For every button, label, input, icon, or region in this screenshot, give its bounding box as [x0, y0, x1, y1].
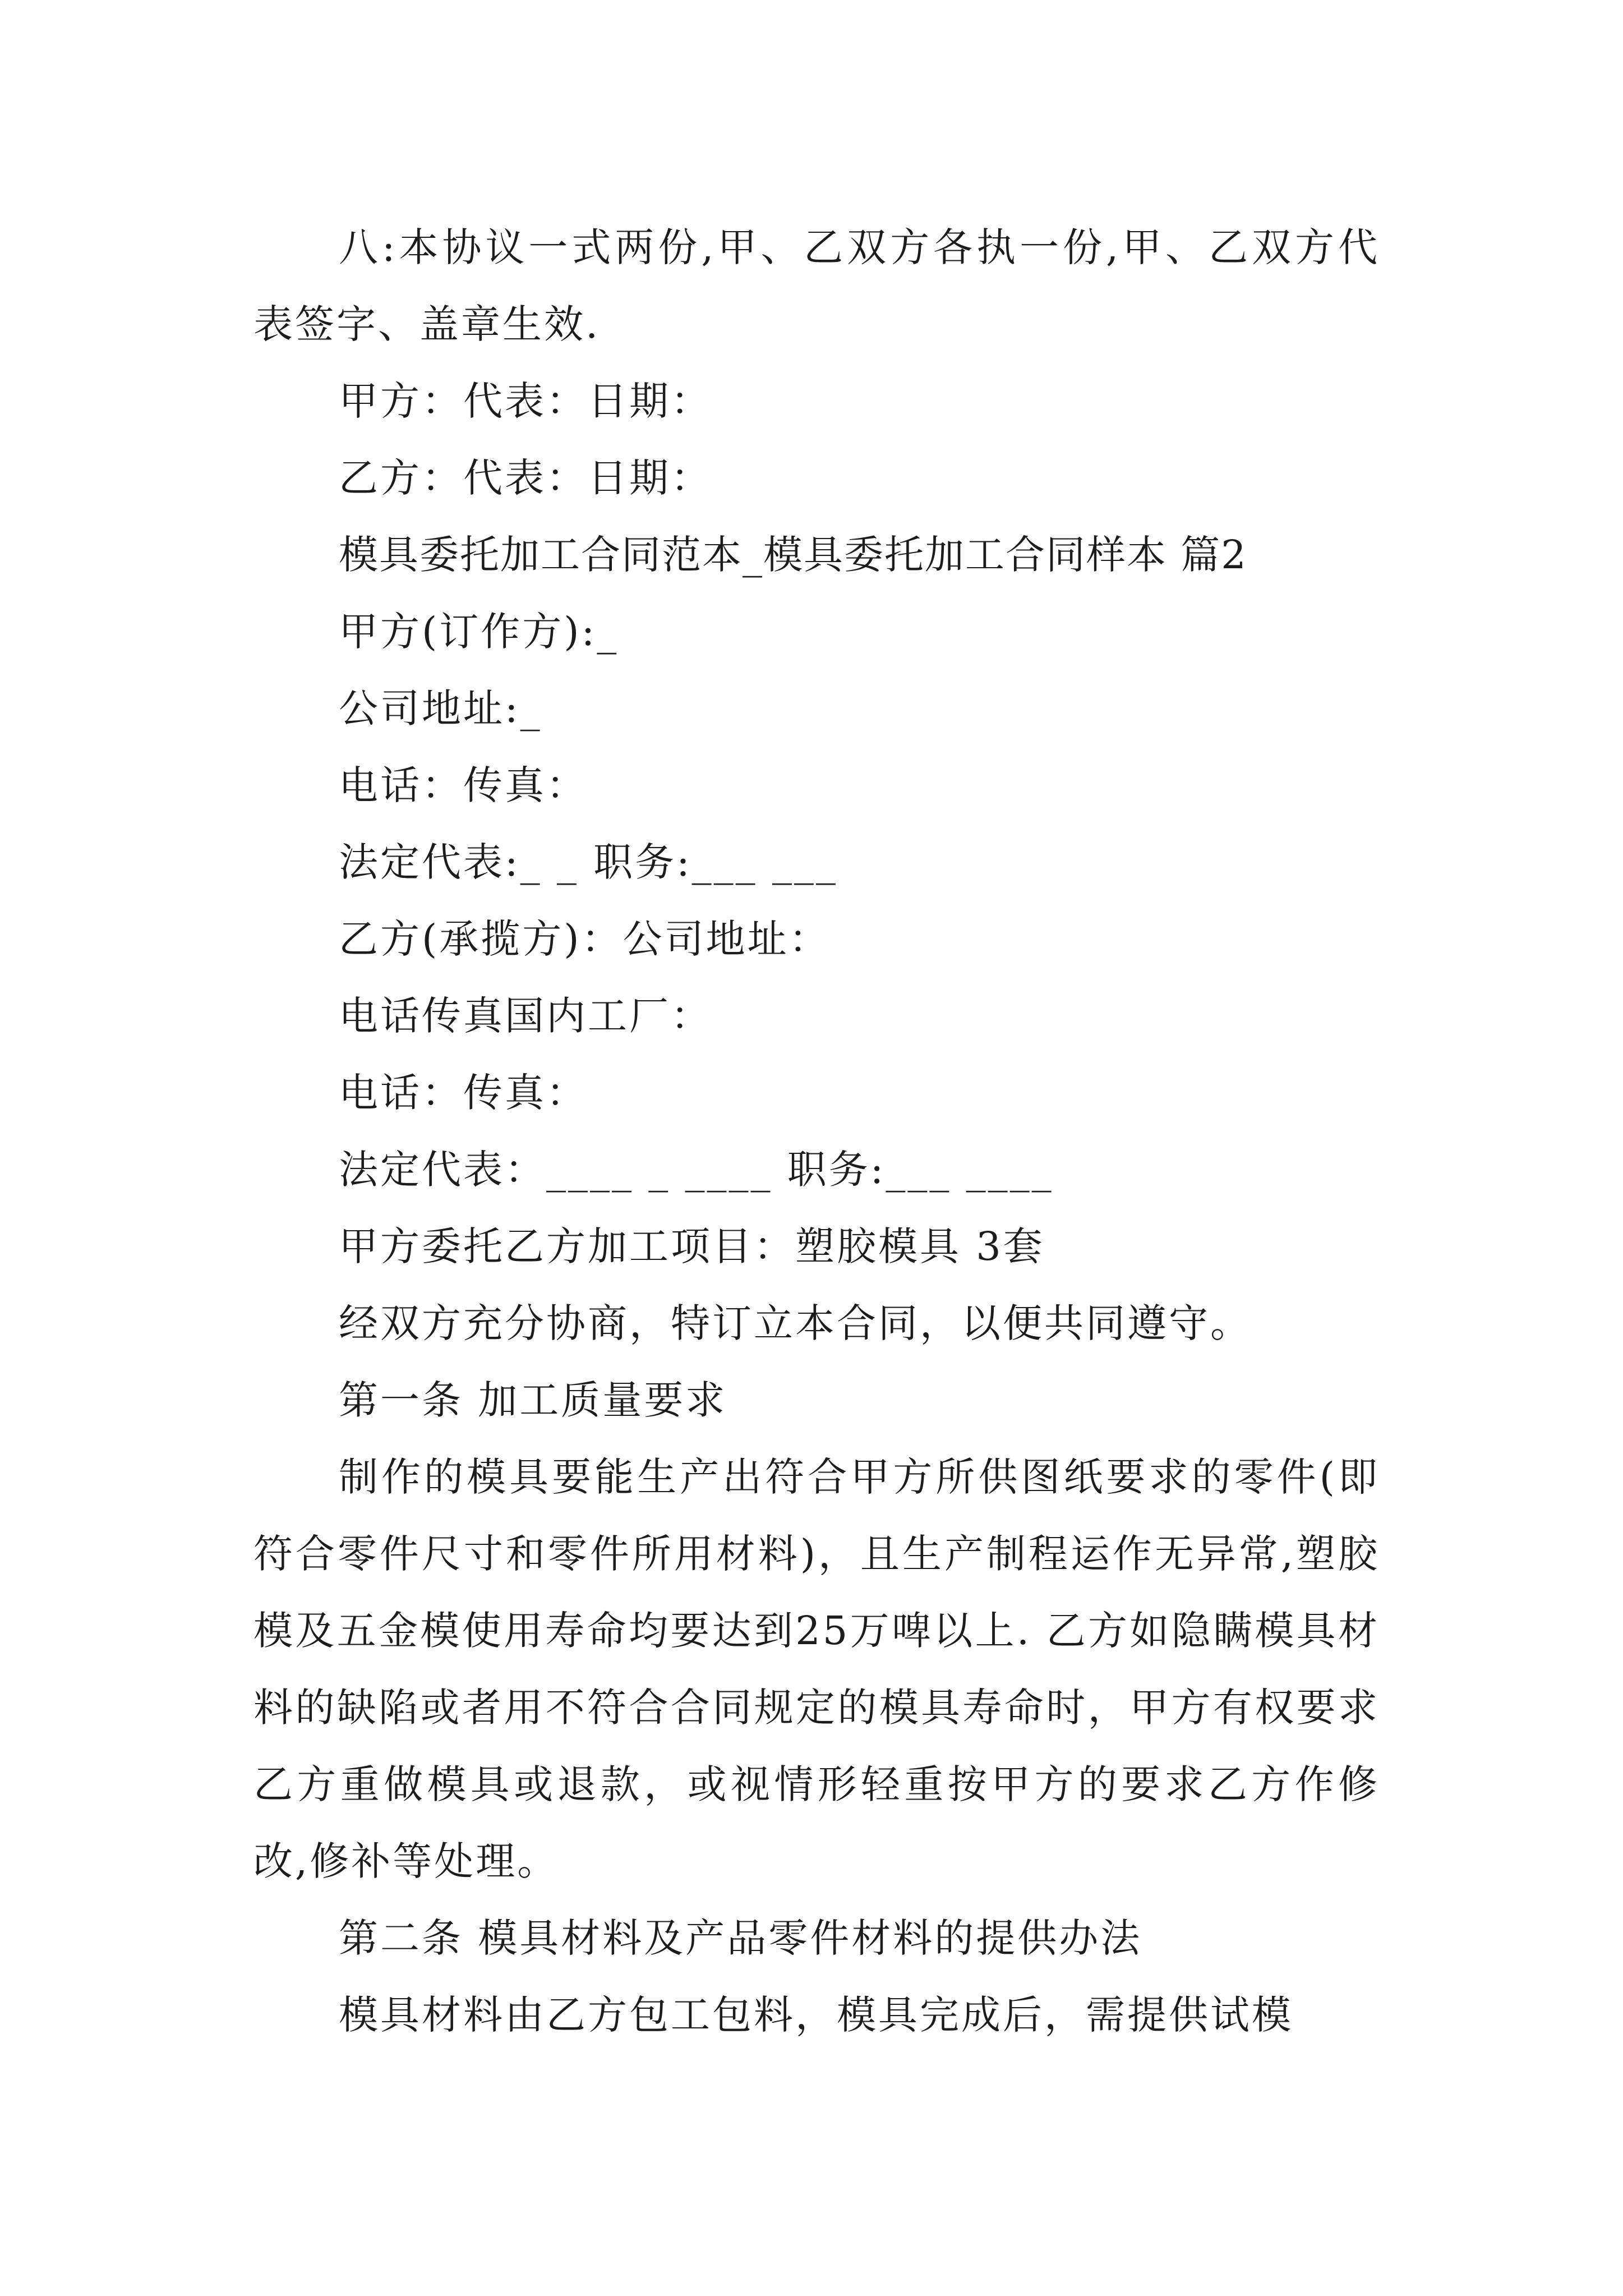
- project-line: 甲方委托乙方加工项目：塑胶模具 3套: [339, 1223, 1045, 1269]
- party-b-signature-line: 乙方：代表：日期：: [339, 455, 712, 501]
- phone-fax-line-2: 电话：传真：: [339, 1070, 588, 1116]
- legal-representative-line: 法定代表:_ _ 职务:___ ___: [339, 839, 838, 885]
- clause-eight-paragraph: 八:本协议一式两份,甲、乙双方各执一份,甲、乙双方代表签字、盖章生效.: [253, 224, 1380, 347]
- party-b-line: 乙方(承揽方)：公司地址：: [339, 916, 831, 962]
- document-body: [253, 209, 1380, 2054]
- article-one-heading: 第一条 加工质量要求: [339, 1377, 727, 1423]
- domestic-factory-line: 电话传真国内工厂：: [339, 993, 712, 1039]
- phone-fax-line: 电话：传真：: [339, 762, 588, 808]
- article-one-body: 制作的模具要能生产出符合甲方所供图纸要求的零件(即符合零件尺寸和零件所用材料)，且生产制程运作无异常,塑胶模及五金模使用寿命均要达到25万啤以上. 乙方如隐瞒模具材料的缺陷或者用不符合合同规定的模具寿命时，甲方有权要求乙方重做模具或退款，或视情形轻重按甲方的要求乙方作修改,修补等处理。: [253, 1454, 1380, 1884]
- party-a-line: 甲方(订作方):_: [339, 609, 619, 655]
- legal-representative-line-2: 法定代表：____ _ ____ 职务:___ ____: [339, 1147, 1054, 1193]
- section-heading: 模具委托加工合同范本_模具委托加工合同样本 篇2: [339, 532, 1247, 578]
- article-two-heading: 第二条 模具材料及产品零件材料的提供办法: [339, 1915, 1142, 1961]
- company-address-line: 公司地址:_: [339, 685, 542, 731]
- agreement-line: 经双方充分协商，特订立本合同，以便共同遵守。: [339, 1300, 1252, 1346]
- party-a-signature-line: 甲方：代表：日期：: [339, 378, 712, 424]
- article-two-body: 模具材料由乙方包工包料，模具完成后，需提供试模: [339, 1992, 1293, 2038]
